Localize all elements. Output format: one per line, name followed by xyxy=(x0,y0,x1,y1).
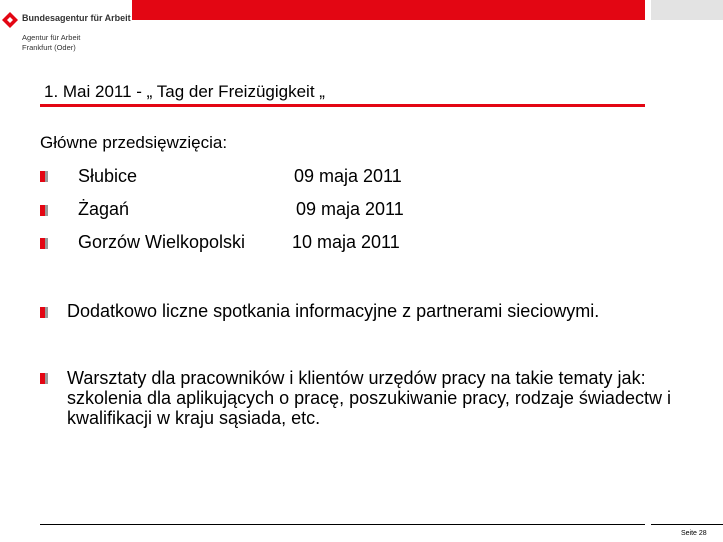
header-red-bar xyxy=(132,0,645,20)
event-place: Gorzów Wielkopolski xyxy=(78,232,246,252)
brand-name: Bundesagentur für Arbeit xyxy=(22,13,131,23)
page-number: Seite 28 xyxy=(681,530,707,537)
slide-title: 1. Mai 2011 - „ Tag der Freizügigkeit „ xyxy=(44,82,325,101)
bullet-icon xyxy=(40,171,48,182)
event-date: 09 maja 2011 xyxy=(296,199,404,219)
event-place: Żagań xyxy=(78,199,130,219)
note-network-meetings: Dodatkowo liczne spotkania informacyjne z partnerami sieciowymi. xyxy=(67,301,600,321)
bullet-icon xyxy=(40,205,48,216)
bundesagentur-logo-icon xyxy=(2,12,18,28)
bullet-icon xyxy=(40,307,48,318)
header-grey-bar xyxy=(651,0,723,20)
title-underline xyxy=(40,104,645,107)
bullet-icon xyxy=(40,238,48,249)
note-workshops: Warsztaty dla pracowników i klientów urzędów pracy na takie tematy jak: szkolenia dla aplikujących o pracę, poszukiwanie pracy, rodzaje świadectw i kwalifikacji w kraju sąsiada, etc. xyxy=(67,368,671,428)
event-date: 09 maja 2011 xyxy=(294,166,402,186)
bullet-icon xyxy=(40,373,48,384)
event-date: 10 maja 2011 xyxy=(292,232,400,252)
section-heading: Główne przedsięwzięcia: xyxy=(40,133,228,152)
footer-divider-right xyxy=(651,524,723,525)
footer-divider xyxy=(40,524,645,525)
event-place: Słubice xyxy=(78,166,138,186)
logo xyxy=(0,10,140,60)
brand-subline-agency: Agentur für Arbeit xyxy=(22,33,81,42)
brand-subline-location: Frankfurt (Oder) xyxy=(22,43,76,52)
